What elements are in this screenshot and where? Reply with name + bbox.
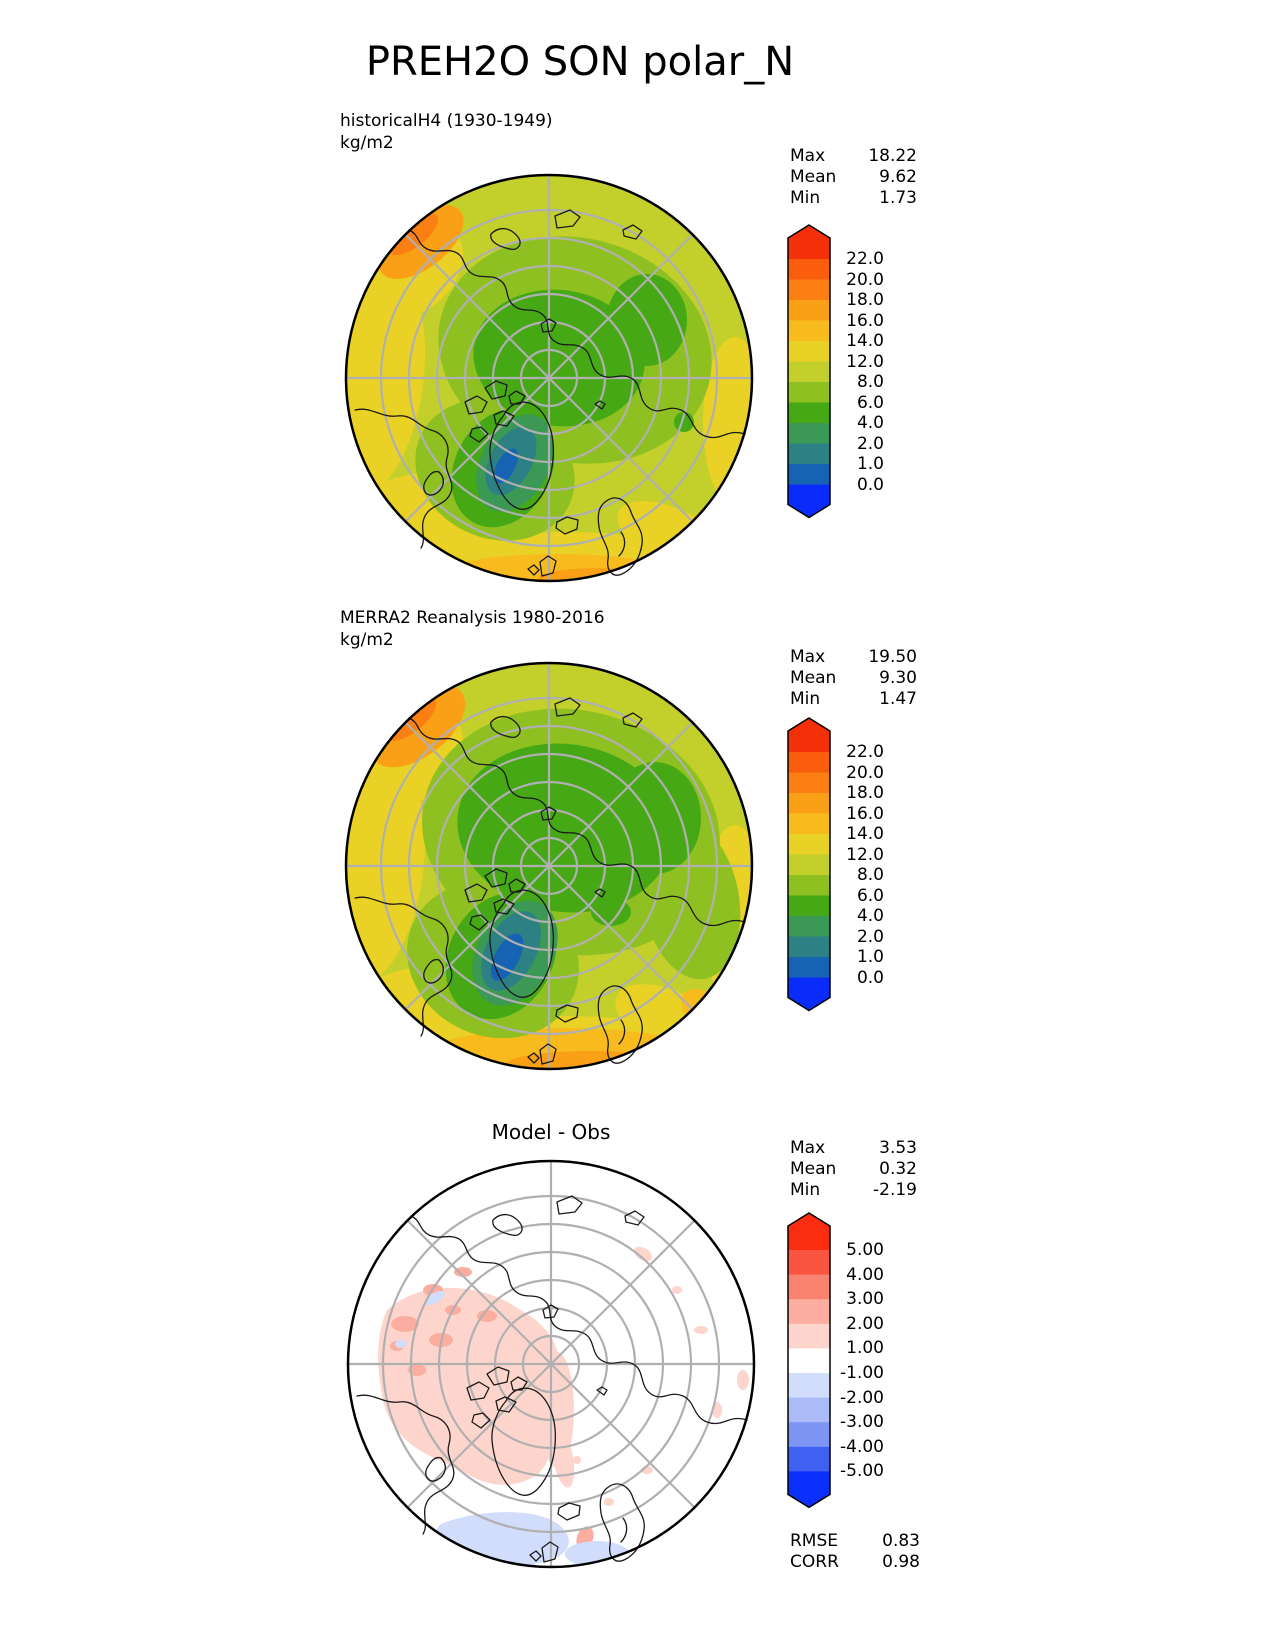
colorbar-tick-label: 4.00: [846, 1264, 884, 1285]
colorbar-tick-label: 2.0: [856, 433, 884, 454]
panel2-label: MERRA2 Reanalysis 1980-2016: [340, 608, 605, 628]
graticule: [348, 1161, 754, 1567]
colorbar-tick-label: 22.0: [846, 742, 884, 762]
stat-value: 9.62: [879, 167, 917, 187]
colorbar-tick-label: 14.0: [846, 824, 884, 844]
colorbar-tick-label: 8.0: [856, 865, 884, 885]
stat-label: Max: [790, 1138, 826, 1158]
colorbar-tick-label: 4.0: [856, 906, 884, 926]
stat-value: 1.73: [879, 188, 917, 208]
polar-map-model: [343, 172, 755, 584]
colorbar-tick-label: 1.0: [856, 454, 884, 474]
colorbar-ticks-3: [818, 1212, 884, 1510]
graticule: [346, 663, 752, 1069]
colorbar-tick-label: 20.0: [846, 269, 884, 290]
polar-map-diff: [345, 1158, 757, 1570]
metric-value: 0.83: [882, 1531, 920, 1551]
colorbar-tick-label: 2.00: [846, 1313, 884, 1334]
panel3-title: Model - Obs: [491, 1120, 611, 1144]
stat-value: 18.22: [868, 146, 917, 166]
colorbar-tick-label: 6.0: [856, 885, 884, 906]
colorbar-tick-label: 18.0: [846, 290, 884, 310]
colorbar-tick-label: 0.0: [856, 967, 884, 988]
panel1-stats: [790, 146, 917, 209]
stat-value: 19.50: [868, 647, 917, 667]
stat-value: -2.19: [873, 1180, 917, 1200]
stat-value: 3.53: [879, 1138, 917, 1158]
colorbar-tick-label: -4.00: [840, 1436, 884, 1457]
colorbar-tick-label: 6.0: [856, 392, 884, 413]
panel2-units: kg/m2: [340, 630, 394, 650]
colorbar-tick-label: -5.00: [840, 1461, 884, 1482]
colorbar-tick-label: -1.00: [840, 1363, 884, 1383]
stat-label: Max: [790, 146, 826, 166]
colorbar-ticks-2: [818, 717, 884, 1013]
panel1-label: historicalH4 (1930-1949): [340, 111, 553, 131]
stat-label: Mean: [790, 1159, 837, 1179]
stat-value: 0.32: [879, 1159, 917, 1179]
stat-value: 1.47: [879, 689, 917, 709]
colorbar-tick-label: 3.00: [846, 1289, 884, 1310]
colorbar-tick-label: 16.0: [846, 310, 884, 331]
metrics-block: [790, 1531, 920, 1573]
colorbar-tick-label: 0.0: [856, 474, 884, 495]
colorbar-tick-label: -2.00: [840, 1387, 884, 1408]
colorbar-tick-label: 16.0: [846, 803, 884, 824]
metric-value: 0.98: [882, 1552, 920, 1572]
panel2-stats: [790, 647, 917, 710]
panel1-units: kg/m2: [340, 133, 394, 153]
colorbar-tick-label: 5.00: [846, 1240, 884, 1260]
colorbar-tick-label: 1.00: [846, 1338, 884, 1359]
colorbar-tick-label: 4.0: [856, 413, 884, 433]
colorbar-tick-label: 20.0: [846, 762, 884, 783]
colorbar-tick-label: 8.0: [856, 372, 884, 392]
colorbar-tick-label: 12.0: [846, 844, 884, 865]
colorbar-tick-label: 14.0: [846, 331, 884, 351]
colorbar-ticks-1: [818, 224, 884, 520]
colorbar-tick-label: 1.0: [856, 947, 884, 967]
polar-map-obs: [343, 660, 755, 1072]
stat-label: Min: [790, 1180, 821, 1200]
stat-label: Max: [790, 647, 826, 667]
metric-label: CORR: [790, 1552, 839, 1572]
stat-label: Mean: [790, 668, 837, 688]
colorbar-tick-label: -3.00: [840, 1412, 884, 1433]
stat-value: 9.30: [879, 668, 917, 688]
stat-label: Min: [790, 188, 821, 208]
colorbar-tick-label: 12.0: [846, 351, 884, 372]
page-title: PREH2O SON polar_N: [365, 39, 795, 85]
stat-label: Mean: [790, 167, 837, 187]
colorbar-tick-label: 18.0: [846, 783, 884, 803]
colorbar-tick-label: 22.0: [846, 249, 884, 269]
colorbar-tick-label: 2.0: [856, 926, 884, 947]
stat-label: Min: [790, 689, 821, 709]
graticule: [346, 175, 752, 581]
metric-label: RMSE: [790, 1531, 839, 1551]
panel3-stats: [790, 1138, 917, 1201]
